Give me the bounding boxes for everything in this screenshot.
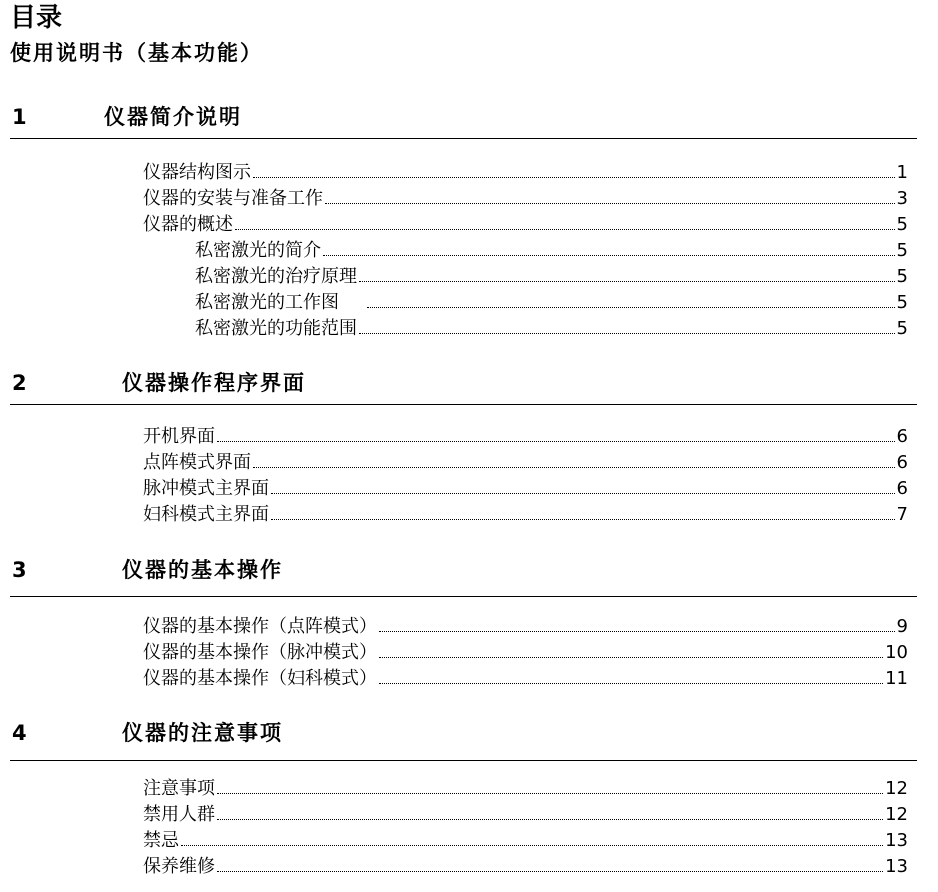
page-title: 目录 xyxy=(10,3,63,33)
toc-entry[interactable] xyxy=(143,776,908,802)
section-title: 仪器操作程序界面 xyxy=(122,371,306,395)
section-divider xyxy=(10,404,917,405)
section-number: 2 xyxy=(12,371,27,395)
toc-dot-leader xyxy=(379,683,883,684)
toc-entry-label: 仪器的基本操作（点阵模式） xyxy=(143,616,377,637)
toc-page-number: 10 xyxy=(885,642,908,663)
toc-page-number: 5 xyxy=(896,292,908,313)
toc-entry[interactable] xyxy=(143,424,908,450)
toc-page-number: 3 xyxy=(896,188,908,209)
toc-entry-label: 仪器的概述 xyxy=(143,214,233,235)
toc-entry-label: 禁忌 xyxy=(143,830,179,851)
toc-dot-leader xyxy=(359,333,895,334)
toc-entry[interactable] xyxy=(143,828,908,854)
toc-entry-label: 仪器的基本操作（脉冲模式） xyxy=(143,642,377,663)
toc-dot-leader xyxy=(359,281,895,282)
toc-dot-leader xyxy=(325,203,895,204)
toc-dot-leader xyxy=(181,845,883,846)
toc-dot-leader xyxy=(379,631,895,632)
toc-page-number: 5 xyxy=(896,214,908,235)
toc-entry-label: 点阵模式界面 xyxy=(143,452,251,473)
toc-entry-label: 禁用人群 xyxy=(143,804,215,825)
toc-dot-leader xyxy=(253,177,895,178)
toc-page-number: 12 xyxy=(885,804,908,825)
section-divider xyxy=(10,760,917,761)
toc-entry-label: 仪器的基本操作（妇科模式） xyxy=(143,668,377,689)
toc-entry[interactable] xyxy=(143,160,908,186)
toc-entry-label: 仪器的安装与准备工作 xyxy=(143,188,323,209)
section-divider xyxy=(10,138,917,139)
toc-page-number: 12 xyxy=(885,778,908,799)
toc-page-number: 7 xyxy=(896,504,908,525)
section-title: 仪器简介说明 xyxy=(104,105,242,129)
toc-page-number: 13 xyxy=(885,830,908,851)
toc-dot-leader xyxy=(217,793,883,794)
toc-dot-leader xyxy=(217,819,883,820)
section-number: 4 xyxy=(12,721,27,745)
toc-page-number: 11 xyxy=(885,668,908,689)
toc-dot-leader xyxy=(271,493,895,494)
toc-entry[interactable] xyxy=(143,212,908,238)
toc-subentry[interactable] xyxy=(195,238,908,264)
toc-page-number: 6 xyxy=(896,478,908,499)
toc-page-number: 13 xyxy=(885,856,908,877)
toc-entry[interactable] xyxy=(143,666,908,692)
toc-entry-label: 私密激光的简介 xyxy=(195,240,321,261)
toc-entry-label: 仪器结构图示 xyxy=(143,162,251,183)
toc-entry-label: 注意事项 xyxy=(143,778,215,799)
toc-dot-leader xyxy=(271,519,895,520)
toc-page-number: 5 xyxy=(896,240,908,261)
toc-page-number: 6 xyxy=(896,426,908,447)
toc-entry-label: 妇科模式主界面 xyxy=(143,504,269,525)
toc-page-number: 5 xyxy=(896,318,908,339)
section-divider xyxy=(10,596,917,597)
toc-entry[interactable] xyxy=(143,854,908,880)
toc-subentry[interactable] xyxy=(195,264,908,290)
toc-entry-label: 私密激光的功能范围 xyxy=(195,318,357,339)
toc-entry[interactable] xyxy=(143,640,908,666)
toc-entry[interactable] xyxy=(143,186,908,212)
section-number: 1 xyxy=(12,105,27,129)
toc-entry-label: 私密激光的治疗原理 xyxy=(195,266,357,287)
toc-entry-label: 脉冲模式主界面 xyxy=(143,478,269,499)
toc-entry[interactable] xyxy=(143,502,908,528)
section-title: 仪器的注意事项 xyxy=(122,721,283,745)
toc-page-number: 5 xyxy=(896,266,908,287)
toc-subentry[interactable] xyxy=(195,290,908,316)
toc-dot-leader xyxy=(323,255,895,256)
toc-entry[interactable] xyxy=(143,802,908,828)
toc-page-number: 6 xyxy=(896,452,908,473)
toc-entry-label: 保养维修 xyxy=(143,856,215,877)
toc-entry[interactable] xyxy=(143,614,908,640)
toc-dot-leader xyxy=(253,467,895,468)
toc-page-number: 1 xyxy=(896,162,908,183)
toc-dot-leader xyxy=(217,441,895,442)
toc-dot-leader xyxy=(235,229,895,230)
toc-entry[interactable] xyxy=(143,450,908,476)
toc-dot-leader xyxy=(367,307,895,308)
toc-dot-leader xyxy=(379,657,883,658)
toc-dot-leader xyxy=(217,871,883,872)
toc-subentry[interactable] xyxy=(195,316,908,342)
toc-entry[interactable] xyxy=(143,476,908,502)
toc-entry-label: 私密激光的工作图 xyxy=(195,292,339,313)
toc-page-number: 9 xyxy=(896,616,908,637)
section-number: 3 xyxy=(12,558,27,582)
toc-entry-label: 开机界面 xyxy=(143,426,215,447)
manual-subtitle: 使用说明书（基本功能） xyxy=(10,41,263,65)
section-title: 仪器的基本操作 xyxy=(122,558,283,582)
